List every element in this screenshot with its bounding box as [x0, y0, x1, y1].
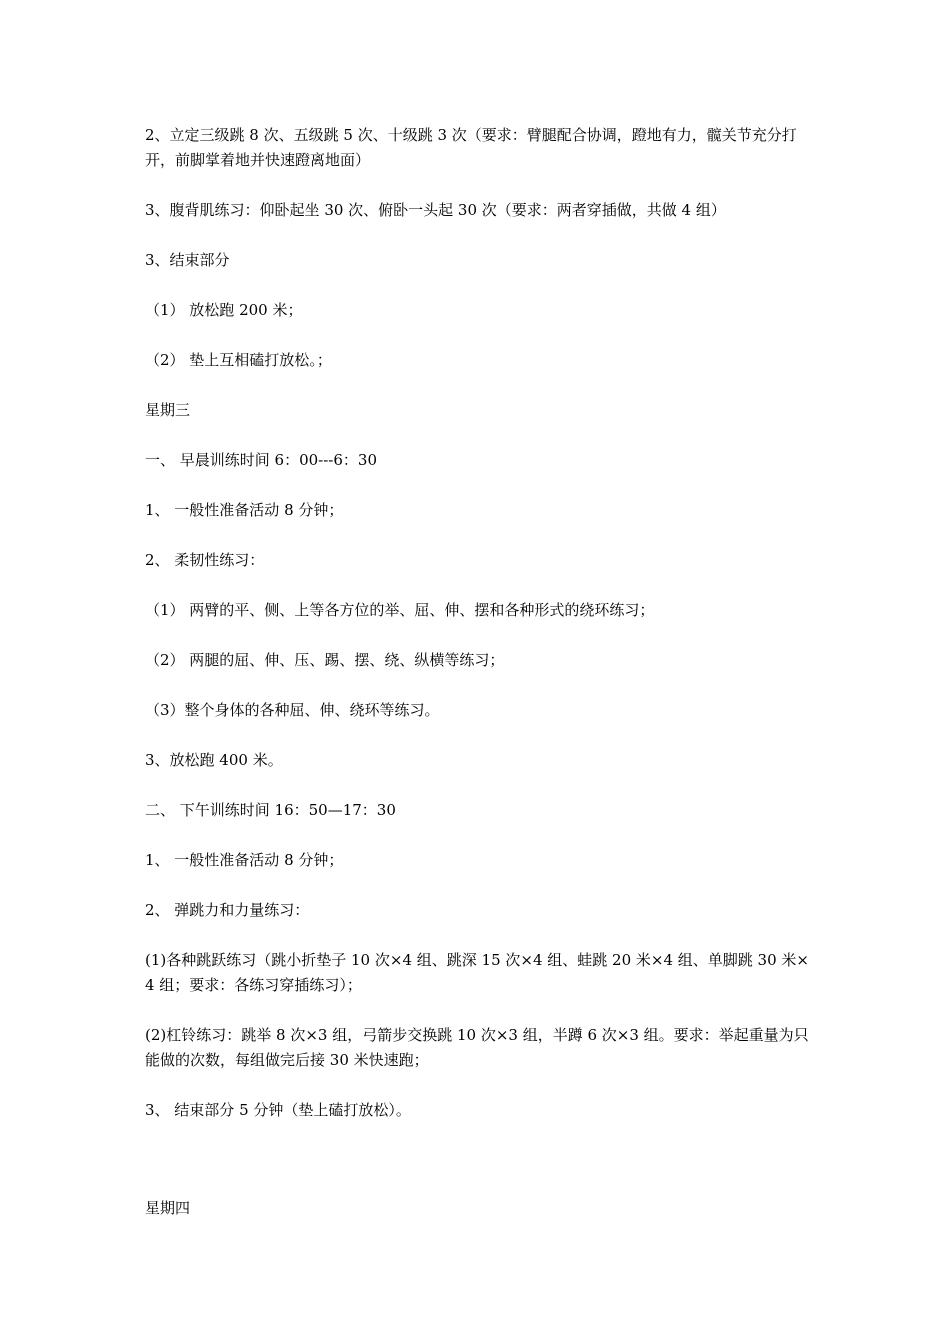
paragraph-warmup-morning: 1、 一般性准备活动 8 分钟；: [145, 501, 344, 519]
paragraph-leg-exercises: （2） 两腿的屈、伸、压、踢、摆、绕、纵横等练习；: [145, 651, 505, 669]
paragraph-arm-exercises: （1） 两臂的平、侧、上等各方位的举、屈、伸、摆和各种形式的绕环练习；: [145, 601, 655, 619]
paragraph-core-exercise: 3、腹背肌练习：仰卧起坐 30 次、俯卧一头起 30 次（要求：两者穿插做，共做 4 组）: [145, 201, 726, 219]
heading-thursday: 星期四: [145, 1199, 191, 1217]
paragraph-body-exercises: （3）整个身体的各种屈、伸、绕环等练习。: [145, 701, 440, 719]
paragraph-jump-drills: (1)各种跳跃练习（跳小折垫子 10 次×4 组、跳深 15 次×4 组、蛙跳 20 米×4 组、单脚跳 30 米×4 组；要求：各练习穿插练习）；: [145, 951, 809, 994]
heading-wednesday: 星期三: [145, 401, 191, 419]
paragraph-morning-session: 一、 早晨训练时间 6：00---6：30: [145, 451, 378, 469]
paragraph-standing-jumps: 2、立定三级跳 8 次、五级跳 5 次、十级跳 3 次（要求：臂腿配合协调，蹬地有力，髋关节充分打开，前脚掌着地并快速蹬离地面）: [145, 126, 797, 169]
paragraph-mat-relax: （2） 垫上互相磕打放松。；: [145, 351, 332, 369]
paragraph-flexibility: 2、 柔韧性练习：: [145, 551, 265, 569]
paragraph-jump-strength: 2、 弹跳力和力量练习：: [145, 901, 310, 919]
paragraph-relax-run-200: （1） 放松跑 200 米；: [145, 301, 303, 319]
paragraph-relax-run-400: 3、放松跑 400 米。: [145, 751, 283, 769]
paragraph-warmup-afternoon: 1、 一般性准备活动 8 分钟；: [145, 851, 344, 869]
paragraph-cooldown-heading: 3、结束部分: [145, 251, 230, 269]
paragraph-cooldown-5min: 3、 结束部分 5 分钟（垫上磕打放松）。: [145, 1101, 411, 1119]
paragraph-barbell-drills: (2)杠铃练习：跳举 8 次×3 组，弓箭步交换跳 10 次×3 组，半蹲 6 次×3 组。要求：举起重量为只能做的次数，每组做完后接 30 米快速跑；: [145, 1026, 809, 1069]
paragraph-afternoon-session: 二、 下午训练时间 16：50—17：30: [145, 801, 396, 819]
